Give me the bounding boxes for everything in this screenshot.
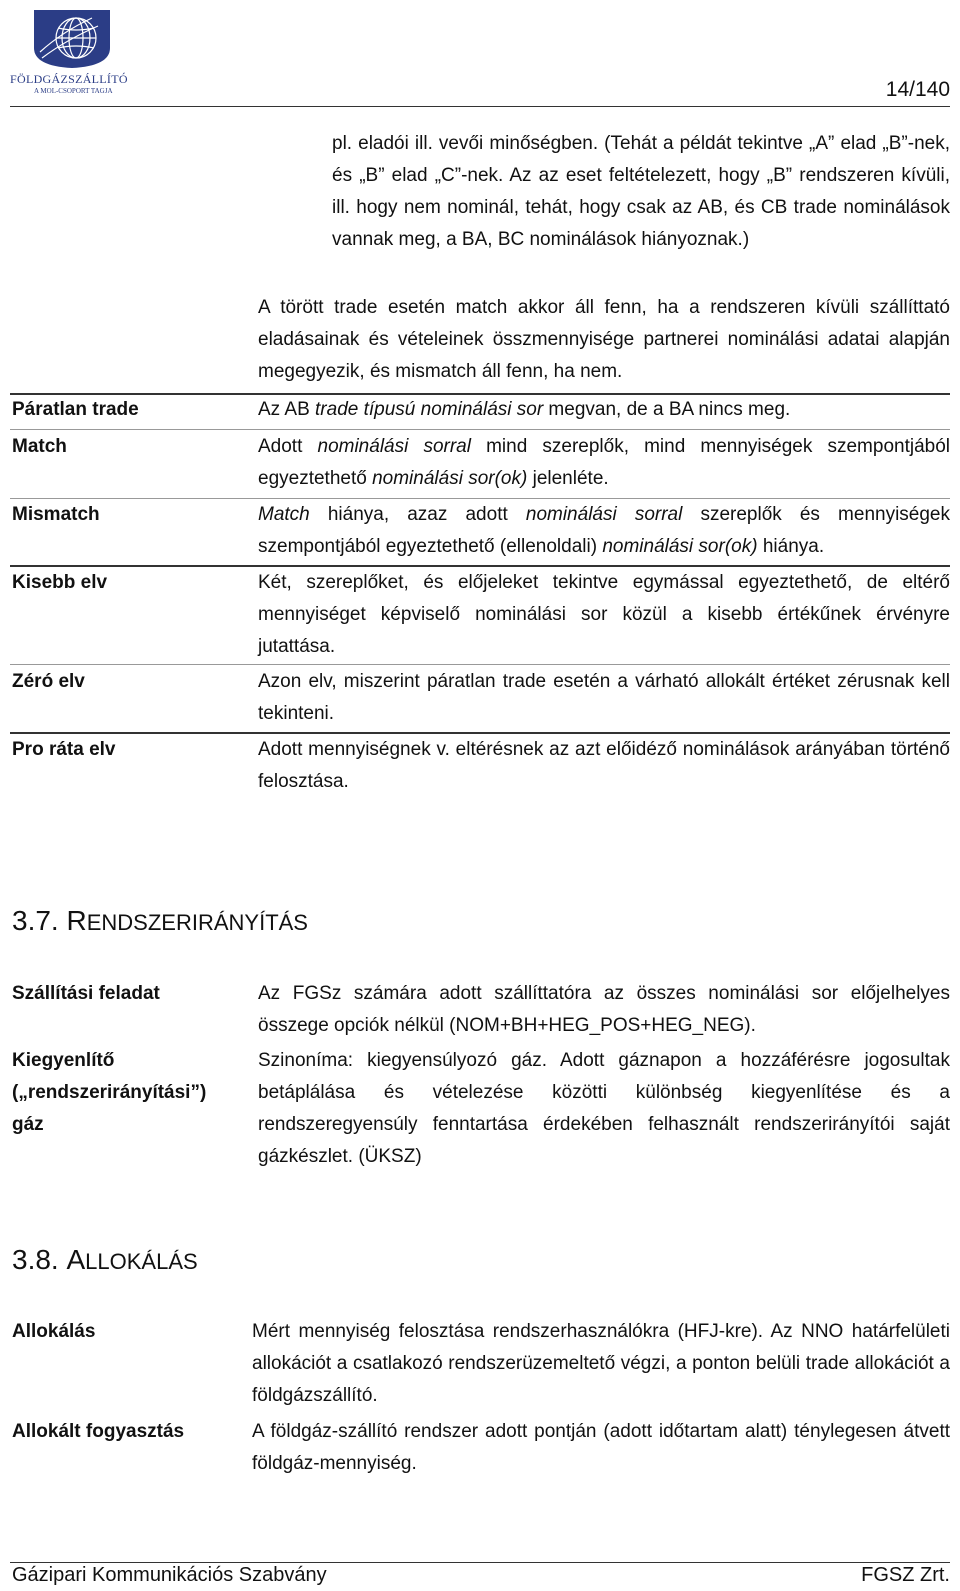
definition-zero-elv: Azon elv, miszerint páratlan trade esetén a várható allokált értéket zérusnak kell tekinteni. [258, 671, 950, 724]
term-kiegyenlito-gaz: Kiegyenlítő („rendszerirányítási”) gáz [12, 1050, 207, 1135]
continuation-paragraph: pl. eladói ill. vevői minőségben. (Tehát a példát tekintve „A” elad „B”-nek, és „B” elad „C”-nek. Az az eset feltételezett, hogy „B” rendszeren kívüli, ill. hogy nem nominál, tehát, hogy csak az AB, és CB trade nominálások vannak meg, a BA, BC nominálások hiányoznak.) [332, 133, 950, 250]
term-allokalas: Allokálás [12, 1321, 96, 1342]
definition-szallitasi-feladat: Az FGSz számára adott szállíttatóra az összes nominálási sor előjelhelyes összege opciók nélkül (NOM+BH+HEG_POS+HEG_NEG). [258, 983, 950, 1036]
definition-allokalt-fogyasztas: A földgáz-szállító rendszer adott pontján (adott időtartam alatt) ténylegesen átvett földgáz-mennyiség. [252, 1421, 950, 1474]
term-paratlan-trade: Páratlan trade [12, 399, 139, 420]
term-pro-rata-elv: Pro ráta elv [12, 739, 116, 760]
footer-company: FGSZ Zrt. [861, 1564, 950, 1586]
definition-kisebb-elv: Két, szereplőket, és előjeleket tekintve egymással egyeztethető, de eltérő mennyiséget képviselő nominálási sor közül a kisebb értékűnek érvényre jutattása. [258, 572, 950, 657]
definition-allokalas: Mért mennyiség felosztása rendszerhasználókra (HFJ-kre). Az NNO határfelületi allokációt a csatlakozó rendszerüzemeltető végzi, a ponton belüli trade allokációt a földgázszállító. [252, 1321, 950, 1406]
logo-wordmark: FÖLDGÁZSZÁLLÍTÓ [10, 72, 128, 86]
section-heading-3-7: 3.7. RENDSZERIRÁNYÍTÁS [12, 905, 308, 936]
company-logo [10, 8, 128, 98]
definition-match: Adott nominálási sorral mind szereplők, mind mennyiségek szempontjából egyeztethető nominálási sor(ok) jelenléte. [258, 436, 950, 489]
definition-paratlan-trade: Az AB trade típusú nominálási sor megvan, de a BA nincs meg. [258, 399, 791, 420]
footer-divider [10, 1562, 950, 1563]
definition-pro-rata-elv: Adott mennyiségnek v. eltérésnek az azt előidéző nominálások arányában történő felosztása. [258, 739, 950, 792]
term-match: Match [12, 436, 67, 457]
page-number: 14/140 [885, 78, 950, 101]
term-allokalt-fogyasztas: Allokált fogyasztás [12, 1421, 185, 1442]
definition-kiegyenlito-gaz: Szinoníma: kiegyensúlyozó gáz. Adott gáznapon a hozzáférésre jogosultak betáplálása és vételezése közötti különbség kiegyenlítése és a rendszeregyensúly fenntartása érdekében felhasznált rendszerirányítói saját gázkészlet. (ÜKSZ) [258, 1050, 950, 1167]
term-kisebb-elv: Kisebb elv [12, 572, 108, 593]
section-heading-3-8: 3.8. ALLOKÁLÁS [12, 1244, 198, 1275]
footer-title: Gázipari Kommunikációs Szabvány [12, 1564, 327, 1586]
definition-mismatch: Match hiánya, azaz adott nominálási sorral szereplők és mennyiségek szempontjából egyeztethető (ellenoldali) nominálási sor(ok) hiánya. [258, 504, 950, 557]
term-szallitasi-feladat: Szállítási feladat [12, 983, 160, 1004]
term-mismatch: Mismatch [12, 504, 100, 525]
broken-trade-paragraph: A törött trade esetén match akkor áll fenn, ha a rendszeren kívüli szállíttató eladásainak és vételeinek összmennyisége partnerei nominálási adatai alapján megegyezik, és mismatch áll fenn, ha nem. [258, 297, 950, 382]
header-divider [10, 106, 950, 107]
row-divider [10, 664, 950, 665]
row-divider [10, 429, 950, 430]
term-zero-elv: Zéró elv [12, 671, 85, 692]
globe-logo-icon [32, 8, 112, 70]
logo-tagline: A MOL-CSOPORT TAGJA [34, 87, 113, 95]
